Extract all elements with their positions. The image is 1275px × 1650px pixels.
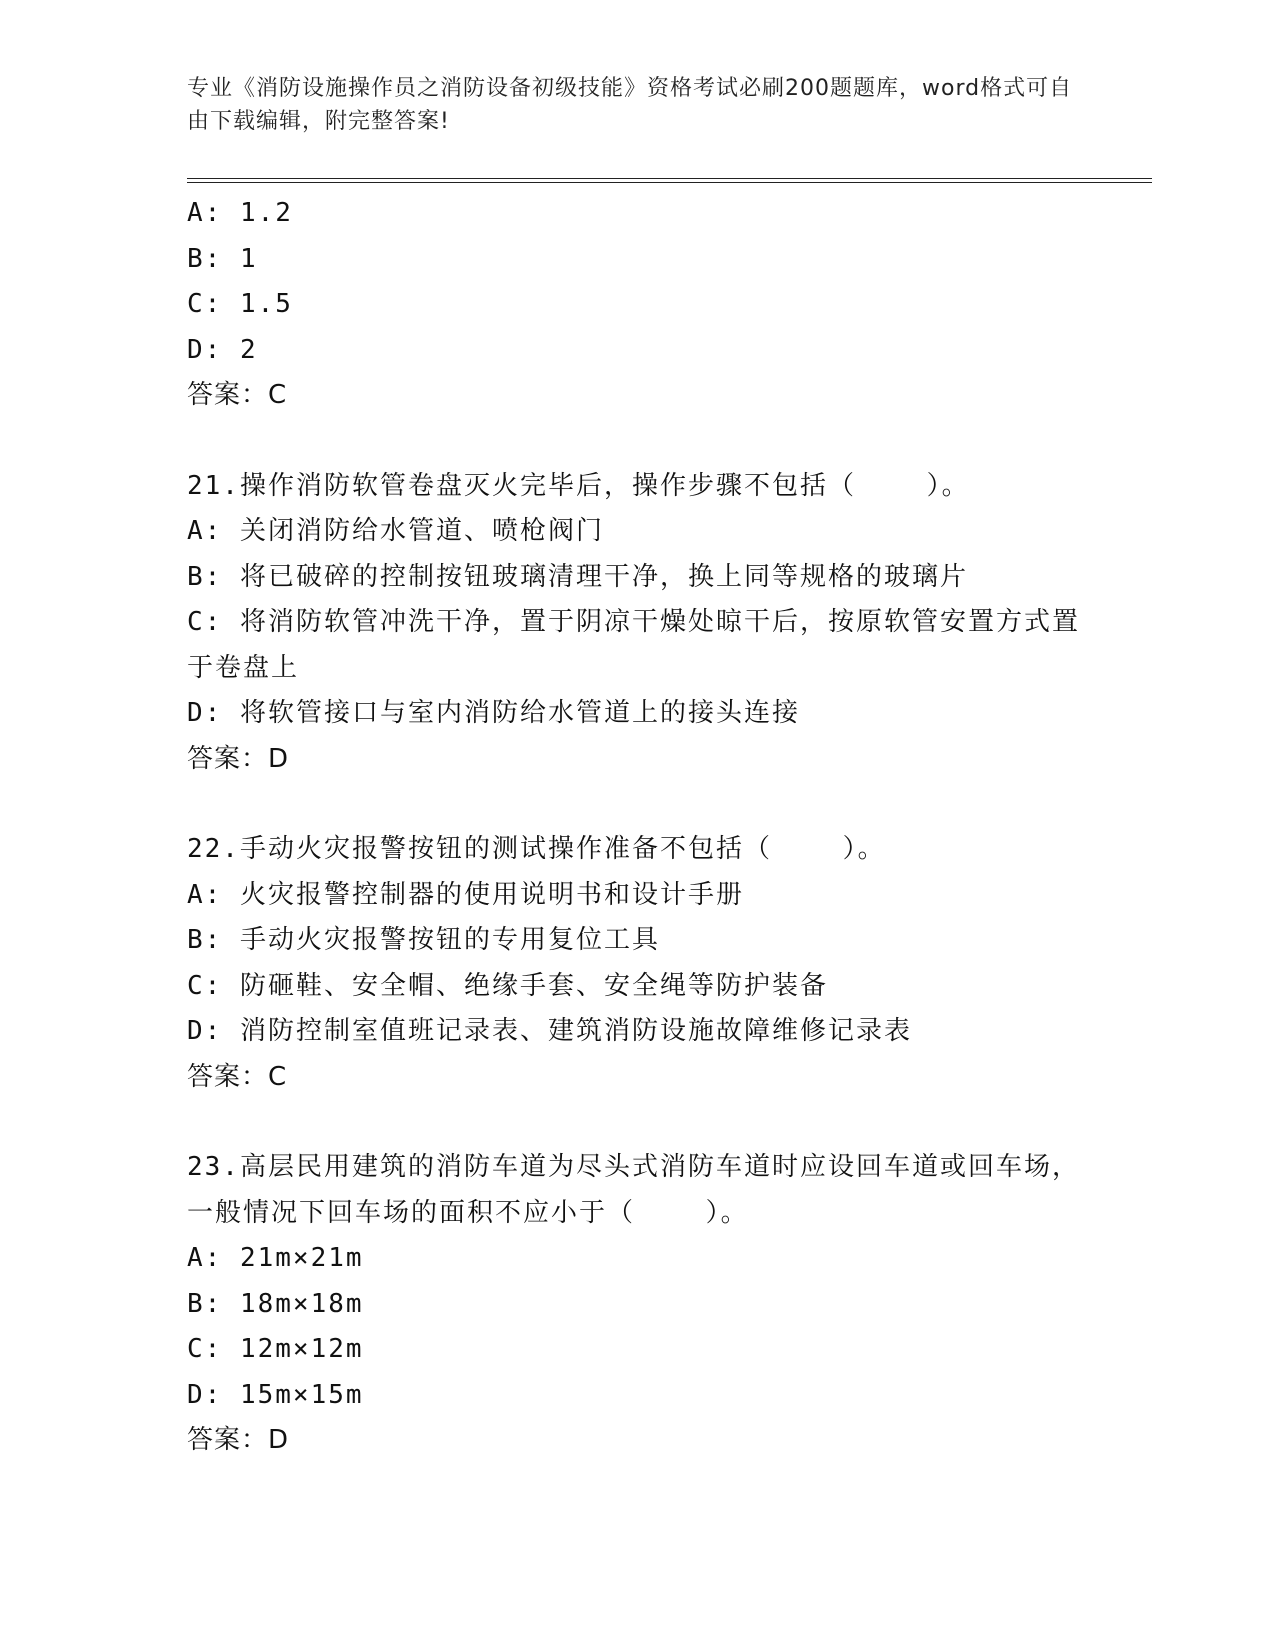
option-a: A: 1.2: [187, 198, 293, 228]
question-block-22: [187, 827, 1107, 1100]
option-d: D: 消防控制室值班记录表、建筑消防设施故障维修记录表: [187, 1016, 912, 1046]
answer-line: 答案：C: [187, 380, 288, 410]
answer-line: 答案：D: [187, 743, 290, 774]
option-d: D: 2: [187, 334, 258, 365]
spacer: [187, 419, 1107, 464]
option-d: D: 15m×15m: [187, 1379, 364, 1410]
answer-line: 答案：D: [187, 1425, 290, 1455]
question-block-21: [187, 464, 1107, 783]
question-block-23: [187, 1145, 1107, 1464]
header-divider: [187, 178, 1152, 183]
spacer: [187, 782, 1107, 827]
question-text: 22.手动火灾报警按钮的测试操作准备不包括（ ）。: [187, 834, 886, 864]
question-text: 21.操作消防软管卷盘灭火完毕后，操作步骤不包括（ ）。: [187, 470, 970, 501]
option-d: D: 将软管接口与室内消防给水管道上的接头连接: [187, 698, 800, 728]
header-title: 专业《消防设施操作员之消防设备初级技能》资格考试必刷200题题库，word格式可自由下载编辑，附完整答案!: [187, 76, 1073, 134]
answer-line: 答案：C: [187, 1061, 288, 1092]
option-c: C: 防砸鞋、安全帽、绝缘手套、安全绳等防护装备: [187, 970, 828, 1001]
option-b: B: 1: [187, 243, 258, 274]
spacer: [187, 1100, 1107, 1145]
option-c: C: 1.5: [187, 289, 293, 319]
option-a: A: 火灾报警控制器的使用说明书和设计手册: [187, 879, 744, 910]
option-c: C: 将消防软管冲洗干净，置于阴凉干燥处晾干后，按原软管安置方式置于卷盘上: [187, 607, 1080, 683]
option-b: B: 将已破碎的控制按钮玻璃清理干净，换上同等规格的玻璃片: [187, 561, 968, 592]
question-block-20: [187, 191, 1107, 419]
option-b: B: 18m×18m: [187, 1288, 364, 1319]
question-content: [187, 191, 1107, 1464]
question-text: 23.高层民用建筑的消防车道为尽头式消防车道时应设回车道或回车场，一般情况下回车场的面积不应小于（ ）。: [187, 1152, 1080, 1228]
option-a: A: 关闭消防给水管道、喷枪阀门: [187, 516, 604, 546]
option-b: B: 手动火灾报警按钮的专用复位工具: [187, 925, 660, 955]
option-a: A: 21m×21m: [187, 1243, 364, 1273]
option-c: C: 12m×12m: [187, 1334, 364, 1364]
document-header: [187, 72, 1087, 138]
